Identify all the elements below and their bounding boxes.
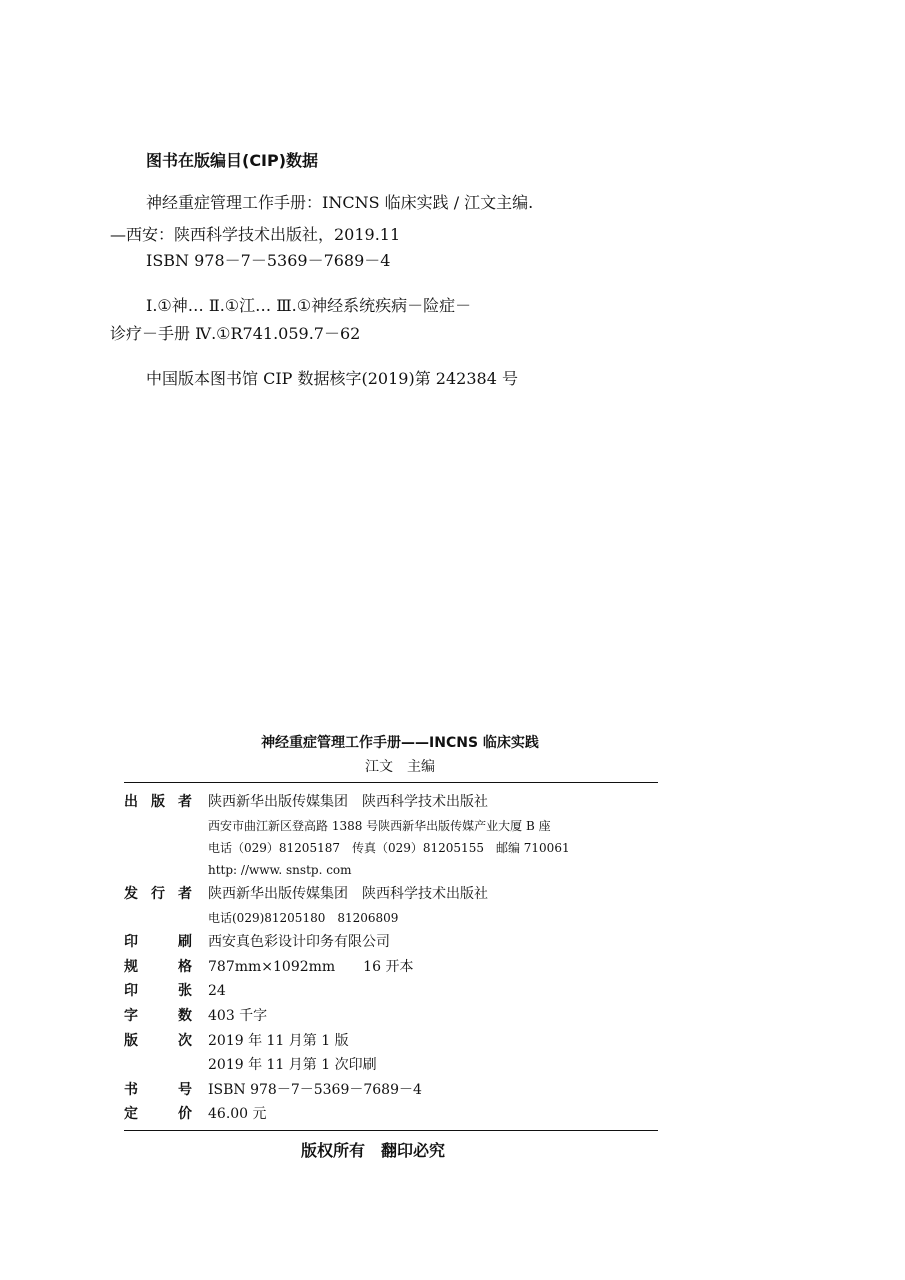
colophon-row-value: 403 千字 [208,1008,268,1024]
colophon-row-value: 24 [208,983,226,999]
colophon-row [124,838,658,858]
colophon-label-char: 字 [124,1008,138,1024]
colophon-label-char: 书 [124,1082,138,1098]
colophon-row-value: 陕西新华出版传媒集团 陕西科学技术出版社 [208,794,488,810]
colophon-row [124,1080,658,1100]
colophon-row-value: ISBN 978－7－5369－7689－4 [208,1082,422,1098]
colophon-row-value: 2019 年 11 月第 1 次印刷 [208,1057,377,1073]
colophon-row [124,981,658,1001]
cip-line-title: 神经重症管理工作手册：INCNS 临床实践 / 江文主编. [146,193,534,212]
colophon-row [124,1031,658,1051]
colophon-label-char: 号 [178,1082,192,1098]
cip-line-isbn: ISBN 978－7－5369－7689－4 [146,251,391,270]
colophon-label-char: 发 [124,886,138,902]
colophon-row [124,816,658,836]
colophon-row-value: http: //www. snstp. com [208,863,352,877]
colophon-row-value: 电话(029)81205180 81206809 [208,911,399,925]
colophon-bottom-rule [124,1130,658,1131]
colophon-row-label [124,1006,192,1026]
colophon-row [124,860,658,880]
colophon-label-char: 张 [178,983,192,999]
cip-line-subjects: Ⅰ.①神… Ⅱ.①江… Ⅲ.①神经系统疾病－险症－ [146,296,472,315]
colophon-row-label [124,1104,192,1124]
colophon-label-char: 版 [124,1033,138,1049]
colophon-row-label [124,932,192,952]
cip-line-record-number: 中国版本图书馆 CIP 数据核字(2019)第 242384 号 [146,369,518,388]
colophon-row-value: 46.00 元 [208,1106,267,1122]
colophon-row-value: 2019 年 11 月第 1 版 [208,1033,349,1049]
colophon-row-label [124,1031,192,1051]
colophon-label-char: 刷 [178,934,192,950]
colophon-book-title: 神经重症管理工作手册——INCNS 临床实践 [261,735,539,751]
colophon-row-label [124,957,192,977]
colophon-label-char: 数 [178,1008,192,1024]
cip-line-publisher: —西安：陕西科学技术出版社，2019.11 [110,225,401,244]
colophon-label-char: 价 [178,1106,192,1122]
colophon-label-char: 出 [124,794,138,810]
cip-line-classification: 诊疗－手册 Ⅳ.①R741.059.7－62 [110,324,361,343]
colophon-label-char: 规 [124,959,138,975]
colophon-label-char: 次 [178,1033,192,1049]
colophon-row [124,1006,658,1026]
colophon-label-char: 印 [124,983,138,999]
colophon-row [124,884,658,904]
colophon-row-value: 陕西新华出版传媒集团 陕西科学技术出版社 [208,886,488,902]
colophon-row-value: 电话（029）81205187 传真（029）81205155 邮编 710061 [208,841,570,855]
colophon-label-char: 定 [124,1106,138,1122]
colophon-label-char: 格 [178,959,192,975]
colophon-editor: 江文 主编 [365,759,435,775]
colophon-row-label [124,1080,192,1100]
colophon-row-label [124,792,192,812]
colophon-label-char: 版 [151,794,165,810]
colophon-row-value: 西安市曲江新区登高路 1388 号陕西新华出版传媒产业大厦 B 座 [208,819,551,833]
colophon-label-char: 行 [151,886,165,902]
colophon-row [124,932,658,952]
colophon-label-char: 印 [124,934,138,950]
colophon-row [124,1104,658,1124]
colophon-row-label [124,981,192,1001]
colophon-top-rule [124,782,658,783]
copyright-notice: 版权所有 翻印必究 [300,1141,445,1160]
colophon-label-char: 者 [178,886,192,902]
colophon-row [124,957,658,977]
colophon-row-value: 西安真色彩设计印务有限公司 [208,934,390,950]
colophon-row [124,908,658,928]
colophon-row [124,1055,658,1075]
colophon-row-label [124,884,192,904]
colophon-row-value: 787mm×1092mm 16 开本 [208,959,414,975]
cip-heading: 图书在版编目(CIP)数据 [146,151,319,170]
colophon-row [124,792,658,812]
colophon-label-char: 者 [178,794,192,810]
